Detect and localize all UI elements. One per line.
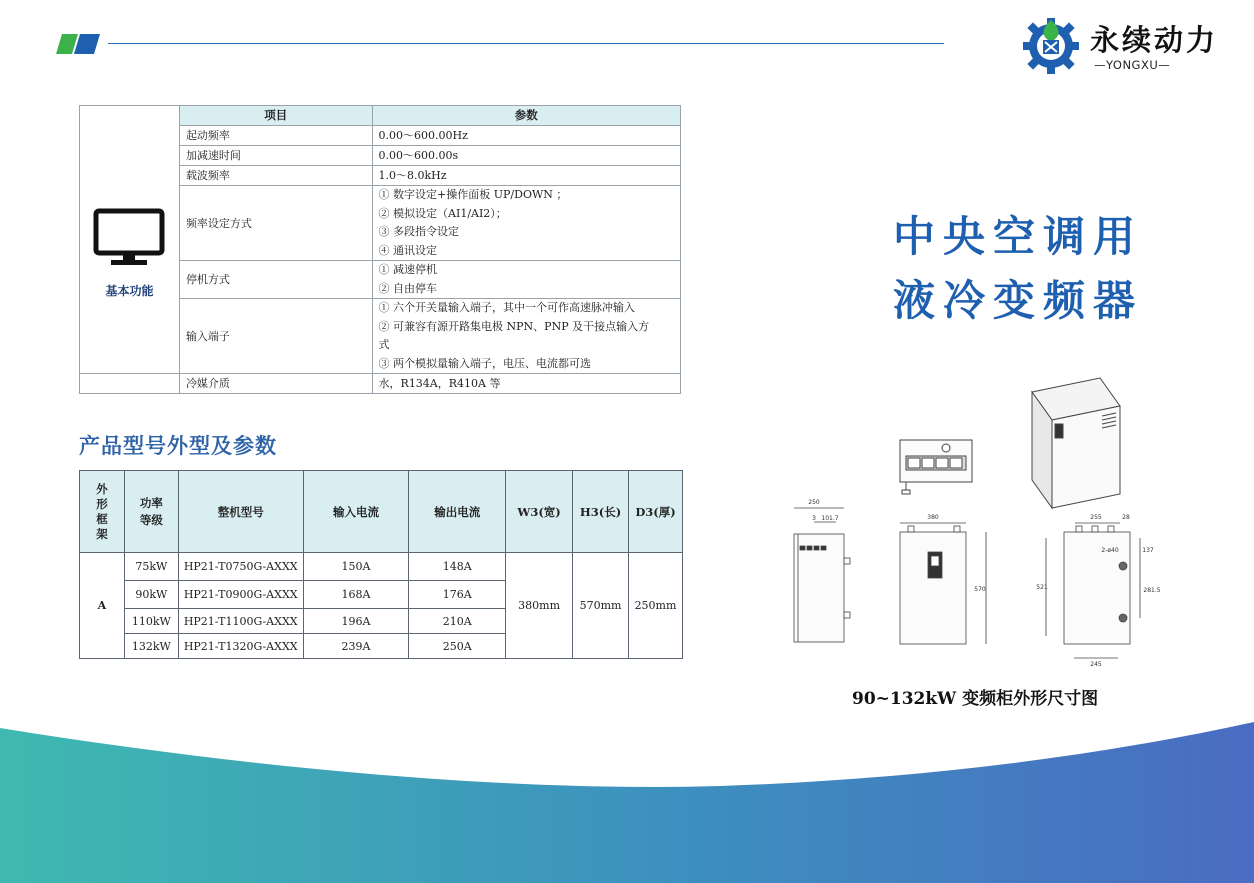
- dim-front-height: 570: [974, 586, 986, 593]
- dim-back-hole: 2-ø40: [1101, 547, 1119, 554]
- cabinet-3d: [1032, 378, 1120, 508]
- frame-cell: A: [80, 553, 125, 659]
- row-label: 载波频率: [179, 166, 372, 186]
- row-value: 1.0～8.0kHz: [372, 166, 680, 186]
- hero-title-line2: 液冷变频器: [893, 276, 1144, 325]
- col-header-w3: W3(宽): [506, 471, 573, 553]
- model-table: [79, 470, 683, 659]
- front-view: [900, 523, 986, 644]
- dim-back-281: 281.5: [1143, 587, 1161, 594]
- value-line: ① 六个开关量输入端子，其中一个可作高速脉冲输入: [378, 301, 636, 314]
- header-mark-icon: [56, 34, 100, 54]
- dimension-drawing: [780, 370, 1180, 670]
- input-cell: 150A: [303, 553, 409, 581]
- input-cell: 168A: [303, 581, 409, 609]
- row-value: [372, 186, 680, 261]
- header-divider: [108, 43, 944, 44]
- col-header-d3: D3(厚): [629, 471, 683, 553]
- model-cell: HP21-T0900G-AXXX: [178, 581, 303, 609]
- output-cell: 176A: [409, 581, 506, 609]
- power-cell: 75kW: [124, 553, 178, 581]
- dim-back-a: 255: [1090, 514, 1102, 521]
- col-header-item: 项目: [179, 106, 372, 126]
- value-line: ③ 多段指令设定: [378, 225, 460, 238]
- col-header-h3: H3(长): [573, 471, 629, 553]
- input-cell: 196A: [303, 609, 409, 634]
- brand-name-cn: 永续动力: [1090, 23, 1219, 57]
- footer-wave: [0, 700, 1254, 883]
- row-value: 0.00～600.00s: [372, 146, 680, 166]
- row-value: 水，R134A，R410A 等: [372, 374, 680, 394]
- dim-back-137: 137: [1142, 547, 1154, 554]
- power-cell: 132kW: [124, 634, 178, 659]
- output-cell: 250A: [409, 634, 506, 659]
- category-label: 基本功能: [105, 284, 154, 298]
- row-label: 起动频率: [179, 126, 372, 146]
- dim-side-a: 3: [812, 515, 816, 522]
- top-view: [900, 440, 972, 494]
- col-header-output: 输出电流: [409, 471, 506, 553]
- brand-logo: [1018, 12, 1224, 76]
- hero-title: [893, 205, 1143, 333]
- row-label: 加减速时间: [179, 146, 372, 166]
- drawing-caption: 90~132kW 变频柜外形尺寸图: [852, 689, 1099, 709]
- brand-name-en: —YONGXU—: [1094, 58, 1171, 72]
- row-label: 频率设定方式: [179, 186, 372, 261]
- row-value: [372, 299, 680, 374]
- col-header-param: 参数: [372, 106, 680, 126]
- output-cell: 148A: [409, 553, 506, 581]
- dim-side-b: 101.7: [821, 515, 839, 522]
- monitor-icon: [93, 208, 165, 268]
- table-row: [80, 553, 683, 581]
- row-label: 停机方式: [179, 261, 372, 299]
- gear-logo-icon: [1018, 12, 1084, 76]
- h3-cell: 570mm: [573, 553, 629, 659]
- value-line: ② 自由停车: [378, 281, 438, 295]
- value-line: ② 可兼容有源开路集电极 NPN、PNP 及干接点输入方: [378, 319, 650, 333]
- value-line: ① 数字设定+操作面板 UP/DOWN ；: [378, 188, 568, 201]
- row-value: 0.00～600.00Hz: [372, 126, 680, 146]
- d3-cell: 250mm: [629, 553, 683, 659]
- value-line: ② 模拟设定（AI1/AI2）；: [378, 206, 507, 220]
- row-label: 输入端子: [179, 299, 372, 374]
- col-header-input: 输入电流: [303, 471, 409, 553]
- w3-cell: 380mm: [506, 553, 573, 659]
- dim-back-521: 521: [1036, 584, 1048, 591]
- dim-front-width: 380: [927, 514, 939, 521]
- model-cell: HP21-T1100G-AXXX: [178, 609, 303, 634]
- row-label: 冷媒介质: [179, 374, 372, 394]
- model-cell: HP21-T0750G-AXXX: [178, 553, 303, 581]
- power-cell: 110kW: [124, 609, 178, 634]
- row-value: [372, 261, 680, 299]
- back-view: [1046, 523, 1140, 658]
- model-cell: HP21-T1320G-AXXX: [178, 634, 303, 659]
- dim-side-width: 250: [808, 499, 820, 506]
- input-cell: 239A: [303, 634, 409, 659]
- value-line: ④ 通讯设定: [378, 243, 438, 257]
- col-header-power: 功率 等级: [124, 471, 178, 553]
- empty-cell: [80, 374, 180, 394]
- value-line: ① 减速停机: [378, 263, 438, 276]
- col-header-frame: 外 形 框 架: [80, 471, 125, 553]
- dim-back-b: 28: [1122, 514, 1130, 521]
- power-cell: 90kW: [124, 581, 178, 609]
- value-line: 式: [378, 338, 390, 351]
- value-line: ③ 两个模拟量输入端子，电压、电流都可选: [378, 356, 592, 370]
- category-cell: [80, 106, 180, 374]
- section-title: 产品型号外型及参数: [79, 433, 277, 458]
- dim-back-245: 245: [1090, 661, 1102, 668]
- output-cell: 210A: [409, 609, 506, 634]
- col-header-model: 整机型号: [178, 471, 303, 553]
- function-table: [79, 105, 681, 394]
- hero-title-line1: 中央空调用: [893, 212, 1144, 261]
- side-view: [794, 508, 850, 642]
